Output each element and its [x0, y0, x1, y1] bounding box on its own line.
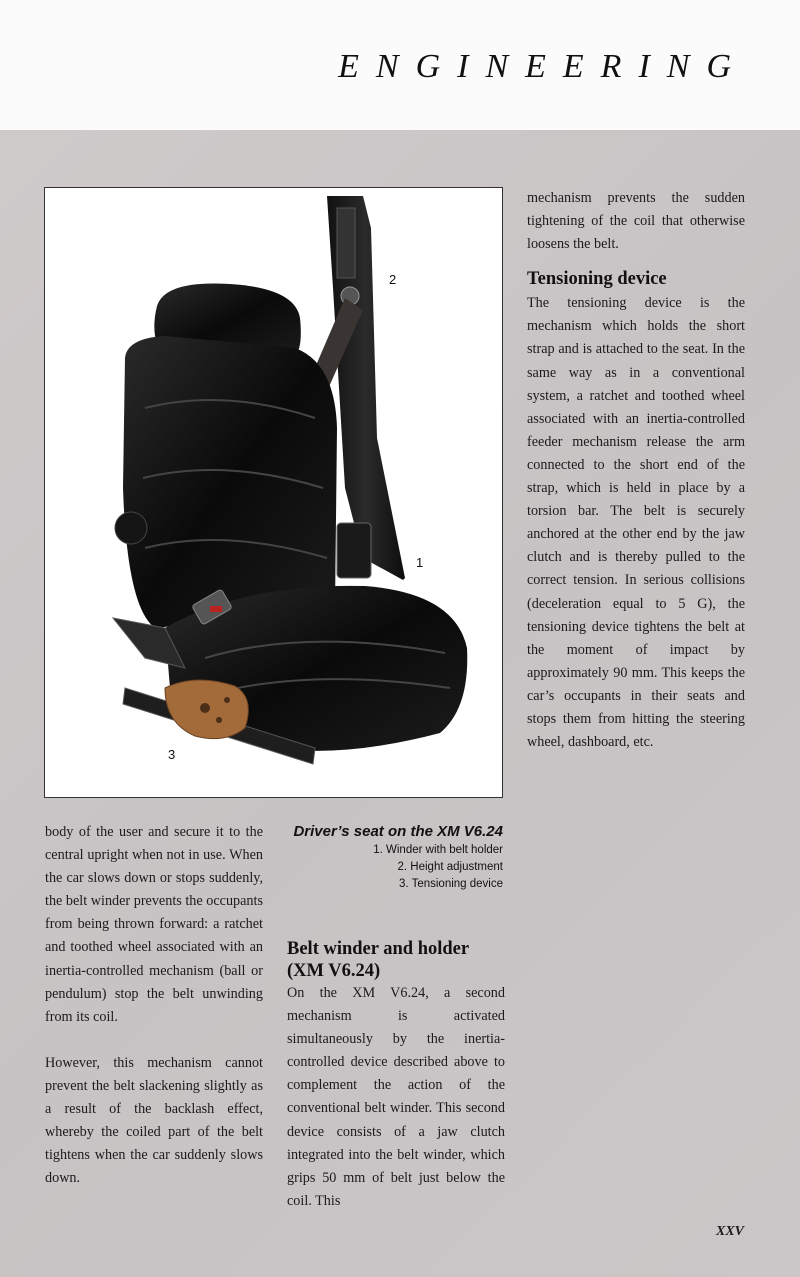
belt-winder [337, 523, 371, 578]
left-paragraph-1: body of the user and secure it to the central upright when not in use. When the car slows down or stops suddenly, the belt winder prevents the occupants from being thrown forward: a ratchet and toothed wheel associated with an inertia-controlled mechanism (ball or pendulum) stop the belt unwinding from its coil. [45, 824, 263, 1025]
section-title: ENGINEERING [338, 48, 748, 85]
caption-item: 1. Winder with belt holder [373, 844, 503, 856]
left-column [45, 821, 263, 1190]
callout-2: 2 [389, 272, 397, 287]
belt-winder-heading [287, 938, 505, 982]
belt-winder-heading-line-1: Belt winder and holder [287, 939, 470, 959]
tensioning-device-heading: Tensioning device [527, 269, 667, 290]
left-paragraph-2: However, this mechanism cannot prevent the belt slackening slightly as a result of the backlash effect, whereby the coiled part of the belt tightens when the car suddenly slows down. [45, 1054, 263, 1187]
height-adjust-knob [115, 512, 147, 544]
seat-illustration-frame [44, 187, 503, 798]
middle-column [287, 938, 505, 1213]
tensioning-device-body: The tensioning device is the mechanism which holds the short strap and is attached to the seat. In the same way as in a conventional system, a ratchet and toothed wheel associated with an inertia-controlled feeder mechanism release the arm connected to the short end of the strap, which is held in place by a torsion bar. The belt is securely anchored at the other end by the jaw clutch and is thereby pulled to the correct tension. In serious collisions (deceleration equal to 5 G), the tensioning device tightens the belt at the moment of impact by approximately 90 mm. This keeps the car’s occupants in their seats and stops them from hitting the steering wheel, dashboard, etc. [527, 295, 745, 751]
seat-illustration [45, 188, 502, 797]
right-column [527, 187, 745, 754]
callout-3: 3 [168, 747, 176, 762]
belt-winder-body: On the XM V6.24, a second mechanism is activated simultaneously by the inertia-controlled device described above to complement the action of the conventional belt winder. This second device consists of a jaw clutch integrated into the belt winder, which grips 50 mm of belt just below the coil. This [287, 985, 505, 1209]
callout-1: 1 [416, 555, 424, 570]
belt-winder-heading-line-2: (XM V6.24) [287, 961, 381, 981]
caption-title: Driver’s seat on the XM V6.24 [293, 823, 503, 840]
caption-item: 2. Height adjustment [397, 861, 503, 873]
figure-caption [280, 822, 503, 893]
page-number: XXV [715, 1224, 744, 1239]
caption-item: 3. Tensioning device [399, 878, 503, 890]
right-lead-text: mechanism prevents the sudden tightening of the coil that otherwise loosens the belt. [527, 190, 745, 253]
belt-guide [337, 208, 355, 278]
